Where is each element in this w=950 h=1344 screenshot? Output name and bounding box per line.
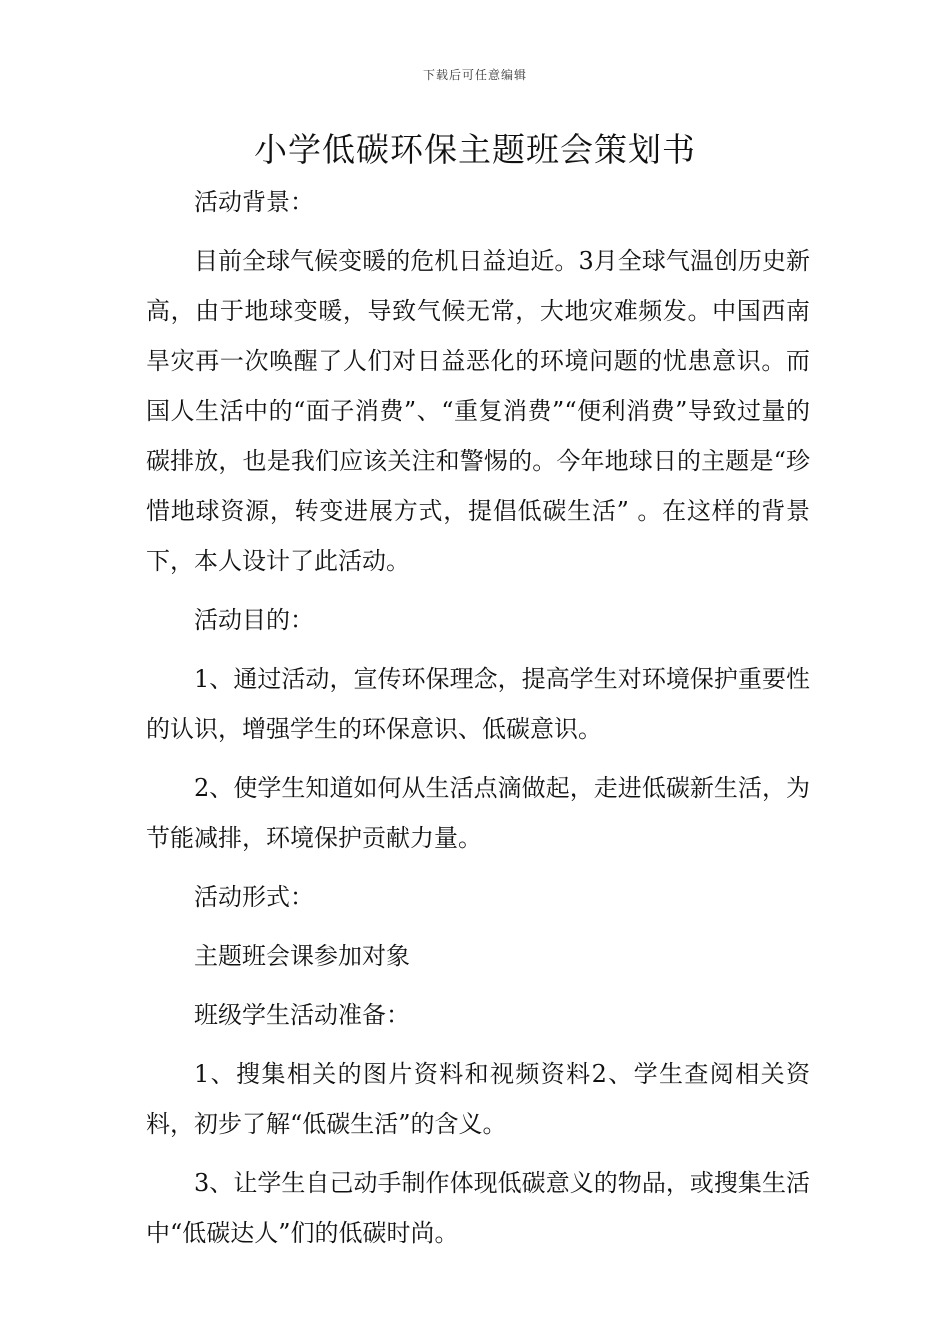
document-body [146,177,810,1258]
paragraph-preparation-3: 3、让学生自己动手制作体现低碳意义的物品，或搜集生活中“低碳达人”们的低碳时尚。 [146,1169,810,1247]
header-note: 下载后可任意编辑 [422,68,527,82]
paragraph-preparation-1: 1、搜集相关的图片资料和视频资料2、学生查阅相关资料，初步了解“低碳生活”的含义。 [146,1060,810,1138]
section-heading-preparation: 班级学生活动准备： [194,1001,410,1029]
paragraph-background: 目前全球气候变暖的危机日益迫近。3月全球气温创历史新高，由于地球变暖，导致气候无常，大地灾难频发。中国西南旱灾再一次唤醒了人们对日益恶化的环境问题的忧患意识。而国人生活中的“面子消费”、“重复消费”“便利消费”导致过量的碳排放，也是我们应该关注和警惕的。今年地球日的主题是“珍惜地球资源，转变进展方式，提倡低碳生活” 。在这样的背景下，本人设计了此活动。 [146,247,810,575]
section-heading-format: 活动形式： [194,883,314,911]
section-heading-background: 活动背景： [194,188,314,216]
section-heading-purpose: 活动目的： [194,606,314,634]
paragraph-format: 主题班会课参加对象 [194,942,410,970]
paragraph-purpose-2: 2、使学生知道如何从生活点滴做起，走进低碳新生活，为节能减排，环境保护贡献力量。 [146,774,810,852]
paragraph-purpose-1: 1、通过活动，宣传环保理念，提高学生对环境保护重要性的认识，增强学生的环保意识、低碳意识。 [146,665,810,743]
document-title: 小学低碳环保主题班会策划书 [254,130,696,169]
